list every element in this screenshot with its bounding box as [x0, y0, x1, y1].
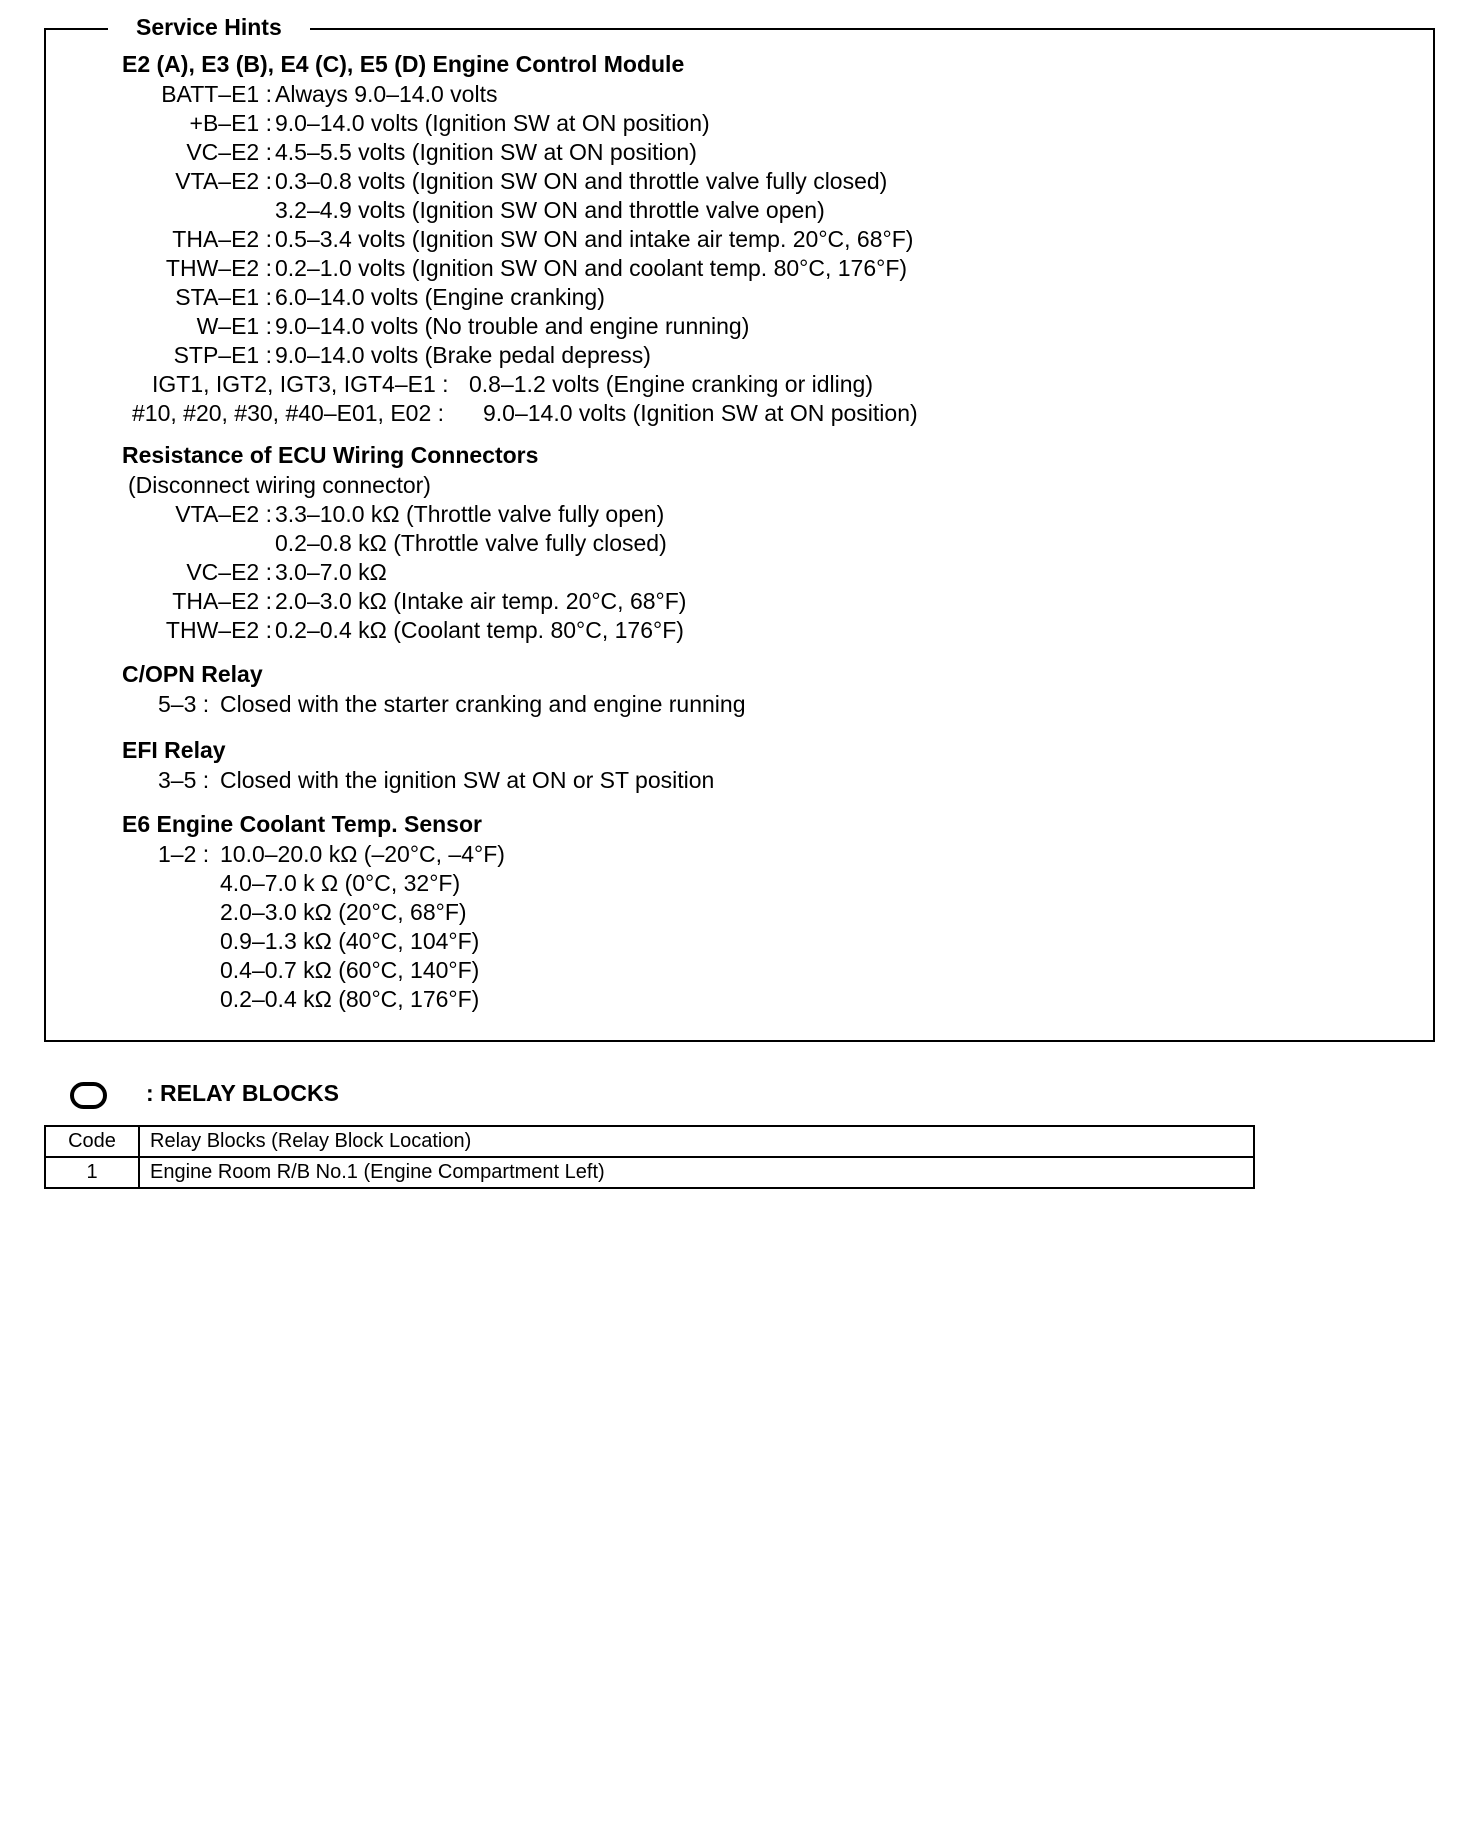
hint-value: 9.0–14.0 volts (Brake pedal depress)	[275, 342, 651, 368]
table-cell-code: 1	[45, 1157, 139, 1188]
section-heading-ecm: E2 (A), E3 (B), E4 (C), E5 (D) Engine Control Module	[122, 51, 685, 77]
hint-value: 0.5–3.4 volts (Ignition SW ON and intake air temp. 20°C, 68°F)	[275, 226, 914, 252]
hint-key: THW–E2 :	[165, 617, 272, 643]
hint-key: VC–E2 :	[186, 139, 272, 165]
section-heading-efi-relay: EFI Relay	[122, 737, 226, 763]
hint-key: 5–3 :	[158, 691, 210, 717]
hint-key: IGT1, IGT2, IGT3, IGT4–E1 :	[152, 371, 449, 397]
hint-value: 9.0–14.0 volts (No trouble and engine running)	[275, 313, 750, 339]
service-hints-box: E2 (A), E3 (B), E4 (C), E5 (D) Engine Control Module BATT–E1 : Always 9.0–14.0 volts +B–E1 : 9.0–14.0 volts (Ignition SW at ON position) VC–E2 : 4.5–5.5 volts (Ignition SW at ON position) VTA–E2 : 0.3–0.8 volts (Ignition SW ON and throttle valve fully closed) 3.2–4.9 volts (Ignition SW ON and throttle valve open) THA–E2 : 0.5–3.4 volts (Ignition SW ON and intake air temp. 20°C, 68°F) THW–E2 : 0.2–1.0 volts (Ignition SW ON and coolant temp. 80°C, 176°F) STA–E1 : 6.0–14.0 volts (Engine cranking) W–E1 : 9.0–14.0 volts (No trouble and engine running) STP–E1 : 9.0–14.0 volts (Brake pedal depress) IGT1, IGT2, IGT3, IGT4–E1 : 0.8–1.2 volts (Engine cranking or idling) #10, #20, #30, #40–E01, E02 : 9.0–14.0 volts (Ignition SW at ON position) Resistance of ECU Wiring Connectors (Disconnect wiring connector) VTA–E2 : 3.3–10.0 kΩ (Throttle valve fully open) 0.2–0.8 kΩ (Throttle valve fully closed) VC–E2 : 3.0–7.0 kΩ THA–E2 : 2.0–3.0 kΩ (Intake air temp. 20°C, 68°F) THW–E2 : 0.2–0.4 kΩ (Coolant temp. 80°C, 176°F) C/OPN Relay 5–3 : Closed with the starter cranking and engine running EFI Relay 3–5 : Closed with the ignition SW at ON or ST position E6 Engine Coolant Temp. Sensor 1–2 : 10.0–20.0 kΩ (–20°C, –4°F) 4.0–7.0 k Ω (0°C, 32°F) 2.0–3.0 kΩ (20°C, 68°F) 0.9–1.3 kΩ (40°C, 104°F) 0.4–0.7 kΩ (60°C, 140°F) 0.2–0.4 kΩ (80°C, 176°F)	[44, 28, 1435, 1042]
hint-key: VTA–E2 :	[175, 168, 272, 194]
hint-key: W–E1 :	[196, 313, 272, 339]
section-heading-coolant-sensor: E6 Engine Coolant Temp. Sensor	[122, 811, 482, 837]
hint-value: 0.8–1.2 volts (Engine cranking or idling)	[469, 371, 874, 397]
hint-value: 6.0–14.0 volts (Engine cranking)	[275, 284, 605, 310]
hint-value: 0.4–0.7 kΩ (60°C, 140°F)	[220, 957, 480, 983]
hint-key: VTA–E2 :	[175, 501, 272, 527]
hint-key: BATT–E1 :	[161, 81, 272, 107]
column-header-code: Code	[45, 1126, 139, 1157]
hint-value: 2.0–3.0 kΩ (20°C, 68°F)	[220, 899, 467, 925]
hint-value: 0.9–1.3 kΩ (40°C, 104°F)	[220, 928, 480, 954]
hint-value: 0.2–0.8 kΩ (Throttle valve fully closed)	[275, 530, 667, 556]
hint-value: 0.2–1.0 volts (Ignition SW ON and coolant temp. 80°C, 176°F)	[275, 255, 908, 281]
hint-value: 3.0–7.0 kΩ	[275, 559, 387, 585]
hint-key: STA–E1 :	[175, 284, 272, 310]
hint-key: 1–2 :	[158, 841, 210, 867]
hint-key: +B–E1 :	[189, 110, 272, 136]
table-row	[45, 1157, 1254, 1188]
hint-value: 0.2–0.4 kΩ (80°C, 176°F)	[220, 986, 480, 1012]
table-cell-location: Engine Room R/B No.1 (Engine Compartment Left)	[139, 1157, 1254, 1188]
section-heading-copn-relay: C/OPN Relay	[122, 661, 263, 687]
hint-value: 4.5–5.5 volts (Ignition SW at ON position)	[275, 139, 697, 165]
hint-value: Always 9.0–14.0 volts	[275, 81, 498, 107]
hint-value: 3.2–4.9 volts (Ignition SW ON and throttle valve open)	[275, 197, 825, 223]
hint-value: 4.0–7.0 k Ω (0°C, 32°F)	[220, 870, 461, 896]
hint-key: THW–E2 :	[165, 255, 272, 281]
hint-value: Closed with the ignition SW at ON or ST position	[220, 767, 715, 793]
hint-value: 10.0–20.0 kΩ (–20°C, –4°F)	[220, 841, 505, 867]
hint-key: VC–E2 :	[186, 559, 272, 585]
column-header-location: Relay Blocks (Relay Block Location)	[139, 1126, 1254, 1157]
hint-key: 3–5 :	[158, 767, 210, 793]
table-header-row	[45, 1126, 1254, 1157]
service-hints-title: Service Hints	[108, 12, 310, 42]
hint-key: #10, #20, #30, #40–E01, E02 :	[132, 400, 445, 426]
relay-blocks-legend-label: : RELAY BLOCKS	[146, 1080, 339, 1106]
hint-value: 9.0–14.0 volts (Ignition SW at ON position)	[275, 110, 710, 136]
hint-value: 2.0–3.0 kΩ (Intake air temp. 20°C, 68°F)	[275, 588, 687, 614]
hint-key: STP–E1 :	[173, 342, 272, 368]
relay-block-symbol-icon	[70, 1082, 107, 1109]
relay-blocks-table	[44, 1125, 1255, 1189]
hint-key: THA–E2 :	[172, 226, 272, 252]
hint-value: 0.3–0.8 volts (Ignition SW ON and throttle valve fully closed)	[275, 168, 888, 194]
hint-value: 0.2–0.4 kΩ (Coolant temp. 80°C, 176°F)	[275, 617, 684, 643]
hint-value: Closed with the starter cranking and engine running	[220, 691, 746, 717]
hint-value: 3.3–10.0 kΩ (Throttle valve fully open)	[275, 501, 665, 527]
hint-key: THA–E2 :	[172, 588, 272, 614]
section-heading-resistance: Resistance of ECU Wiring Connectors	[122, 442, 539, 468]
hint-value: 9.0–14.0 volts (Ignition SW at ON position)	[483, 400, 918, 426]
